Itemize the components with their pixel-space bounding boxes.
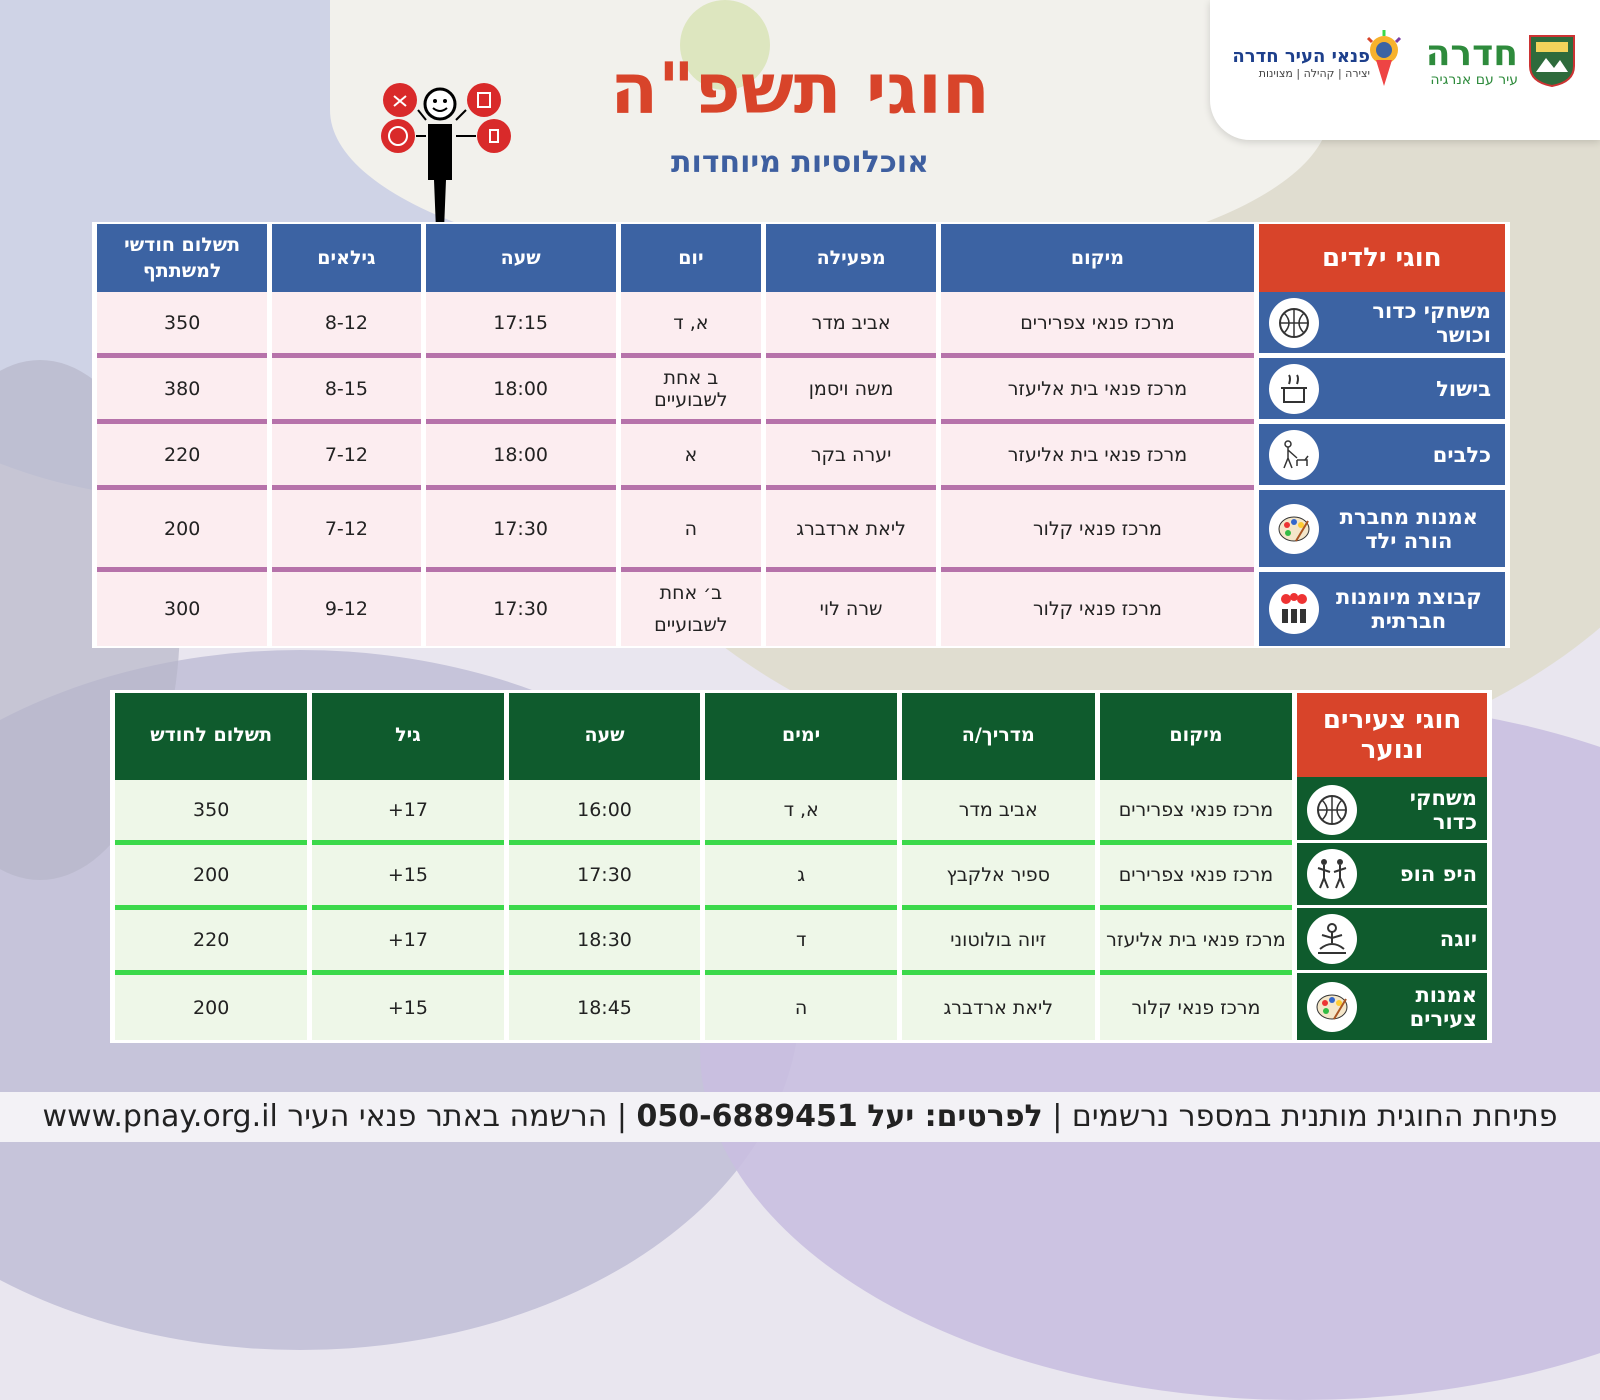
time-cell: 18:45	[509, 970, 701, 1040]
instructor-cell: אביב מדר	[902, 777, 1095, 840]
price-cell: 200	[115, 840, 307, 905]
pnay-logo	[1232, 46, 1370, 80]
footer-details-label: לפרטים: יעל	[867, 1099, 1043, 1134]
column-header-operator: מפעילה	[766, 224, 936, 292]
instructor-cell: ספיר אלקבץ	[902, 840, 1095, 905]
operator-cell: ליאת ארדברג	[766, 490, 936, 572]
yoga-icon	[1307, 914, 1357, 964]
basketball-icon	[1269, 298, 1319, 348]
stick-figure-activities-icon	[380, 80, 530, 235]
table-row	[97, 292, 1505, 358]
basketball-icon	[1307, 785, 1357, 835]
table-row	[97, 424, 1505, 490]
operator-cell: אביב מדר	[766, 292, 936, 358]
location-cell: מרכז פנאי צפרירים	[1100, 840, 1292, 905]
column-header-instructor: מדריך/ה	[902, 693, 1095, 777]
kids-activities-table	[92, 222, 1510, 648]
hadera-logo-name: חדרה	[1425, 33, 1518, 74]
ages-cell: 9-12	[272, 572, 420, 646]
location-cell: מרכז פנאי קלור	[941, 490, 1253, 572]
table-row	[115, 905, 1487, 970]
ages-cell: 7-12	[272, 424, 420, 490]
price-cell: 350	[97, 292, 267, 358]
table-row	[115, 840, 1487, 905]
dancers-icon	[1307, 849, 1357, 899]
time-cell: 18:00	[426, 424, 616, 490]
activity-cell	[1259, 490, 1505, 572]
table-row	[97, 358, 1505, 424]
paint-palette-icon	[1307, 982, 1357, 1032]
location-cell: מרכז פנאי צפרירים	[1100, 777, 1292, 840]
time-cell: 18:30	[509, 905, 701, 970]
location-cell: מרכז פנאי קלור	[1100, 970, 1292, 1040]
page-title: חוגי תשפ"ה	[610, 48, 990, 130]
table-row	[97, 572, 1505, 646]
column-header-time: שעה	[509, 693, 701, 777]
youth-table-title: חוגי צעירים ונוער	[1297, 693, 1487, 777]
column-header-ages: גילאים	[272, 224, 420, 292]
location-cell: מרכז פנאי בית אליעזר	[1100, 905, 1292, 970]
days-cell: א, ד	[705, 777, 896, 840]
day-cell: ב אחת לשבועיים	[621, 358, 761, 424]
time-cell: 18:00	[426, 358, 616, 424]
activity-cell	[1297, 777, 1487, 840]
days-cell: ד	[705, 905, 896, 970]
footer-note: פתיחת החוגית מותנית במספר נרשמים	[1071, 1099, 1558, 1134]
operator-cell: משה ויסמן	[766, 358, 936, 424]
activity-cell	[1297, 905, 1487, 970]
social-group-icon	[1269, 584, 1319, 634]
pnay-logo-tagline: יצירה | קהילה | מצוינות	[1258, 67, 1370, 80]
location-cell: מרכז פנאי קלור	[941, 572, 1253, 646]
instructor-cell: זיוה בולוטוני	[902, 905, 1095, 970]
age-cell: 17+	[312, 905, 503, 970]
dog-walker-icon	[1269, 430, 1319, 480]
location-cell: מרכז פנאי בית אליעזר	[941, 358, 1253, 424]
days-cell: ג	[705, 840, 896, 905]
cooking-pot-icon	[1269, 364, 1319, 414]
pnay-balloon-icon	[1364, 30, 1404, 90]
operator-cell: שרה לוי	[766, 572, 936, 646]
time-cell: 17:30	[426, 572, 616, 646]
kids-table-title: חוגי ילדים	[1259, 224, 1505, 292]
ages-cell: 7-12	[272, 490, 420, 572]
table-row	[115, 777, 1487, 840]
age-cell: 17+	[312, 777, 503, 840]
footer-registration: הרשמה באתר פנאי העיר	[287, 1099, 608, 1134]
activity-cell	[1259, 292, 1505, 358]
activity-name: היפ הופ	[1399, 862, 1477, 886]
price-cell: 380	[97, 358, 267, 424]
column-header-age: גיל	[312, 693, 503, 777]
footer-separator: |	[1052, 1099, 1063, 1134]
logo-card	[1210, 0, 1600, 140]
youth-activities-table	[110, 690, 1492, 1043]
footer-separator: |	[616, 1099, 627, 1134]
footer	[0, 1092, 1600, 1142]
price-cell: 220	[115, 905, 307, 970]
age-cell: 15+	[312, 970, 503, 1040]
footer-website-link[interactable]: www.pnay.org.il	[42, 1099, 278, 1134]
price-cell: 220	[97, 424, 267, 490]
column-header-time: שעה	[426, 224, 616, 292]
days-cell: ה	[705, 970, 896, 1040]
table-row	[115, 970, 1487, 1040]
activity-name: משחקי כדור	[1409, 786, 1477, 834]
column-header-monthly-price: תשלום חודשי למשתתף	[97, 224, 267, 292]
activity-name: בישול	[1436, 376, 1491, 401]
activity-cell	[1297, 840, 1487, 905]
location-cell: מרכז פנאי צפרירים	[941, 292, 1253, 358]
time-cell: 17:30	[509, 840, 701, 905]
time-cell: 17:15	[426, 292, 616, 358]
operator-cell: יערה בקר	[766, 424, 936, 490]
activity-name: אמנות צעירים	[1409, 982, 1477, 1031]
instructor-cell: ליאת ארדברג	[902, 970, 1095, 1040]
activity-cell	[1259, 424, 1505, 490]
activity-name: כלבים	[1432, 442, 1491, 467]
location-cell: מרכז פנאי בית אליעזר	[941, 424, 1253, 490]
page-subtitle: אוכלוסיות מיוחדות	[671, 145, 929, 180]
activity-name: יוגה	[1439, 927, 1477, 951]
ages-cell: 8-12	[272, 292, 420, 358]
day-cell: א	[621, 424, 761, 490]
table-row	[97, 490, 1505, 572]
time-cell: 16:00	[509, 777, 701, 840]
hadera-logo-tagline: עיר עם אנרגיה	[1430, 72, 1518, 88]
activity-name: אמנות מחברת הורה ילד	[1339, 504, 1478, 553]
price-cell: 350	[115, 777, 307, 840]
ages-cell: 8-15	[272, 358, 420, 424]
price-cell: 200	[97, 490, 267, 572]
column-header-day: יום	[621, 224, 761, 292]
day-cell: ב׳ אחת לשבועיים	[621, 572, 761, 646]
column-header-days: ימים	[705, 693, 896, 777]
time-cell: 17:30	[426, 490, 616, 572]
day-cell: א, ד	[621, 292, 761, 358]
column-header-location: מיקום	[1100, 693, 1292, 777]
price-cell: 200	[115, 970, 307, 1040]
column-header-location: מיקום	[941, 224, 1253, 292]
activity-cell	[1259, 572, 1505, 646]
day-cell: ה	[621, 490, 761, 572]
activity-cell	[1297, 970, 1487, 1040]
activity-cell	[1259, 358, 1505, 424]
footer-phone[interactable]: 050-6889451	[636, 1099, 858, 1134]
paint-palette-icon	[1269, 504, 1319, 554]
price-cell: 300	[97, 572, 267, 646]
age-cell: 15+	[312, 840, 503, 905]
activity-name: משחקי כדור וכושר	[1372, 298, 1491, 347]
column-header-monthly-price: תשלום לחודש	[115, 693, 307, 777]
hadera-emblem-icon	[1526, 32, 1578, 88]
activity-name: קבוצת מיומנות חברתית	[1335, 585, 1482, 633]
pnay-logo-name: פנאי העיר חדרה	[1232, 46, 1370, 67]
hadera-logo	[1425, 33, 1518, 88]
